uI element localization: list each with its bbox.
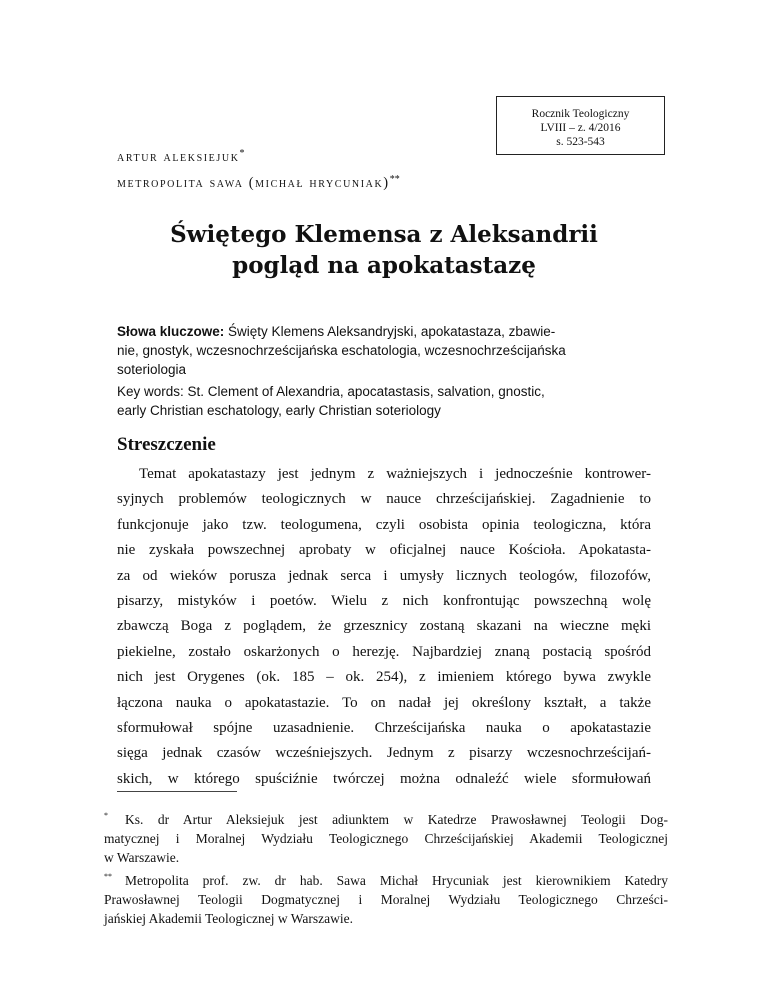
abstract-line: pisarzy, mistyków i poetów. Wielu z nich konfrontując powszechną wolę: [117, 592, 651, 609]
journal-pages: s. 523-543: [556, 136, 605, 148]
keywords-text: early Christian eschatology, early Christian soteriology: [117, 403, 441, 418]
journal-info-box: [496, 96, 665, 155]
abstract-line: nich jest Orygenes (ok. 185 – ok. 254), z imieniem którego bywa zwykle: [117, 669, 651, 686]
abstract-line: łączona nauka o apokatastazie. To on nadał jej określony kształt, a także: [117, 694, 651, 711]
author-1: [117, 148, 245, 166]
keywords-text: soteriologia: [117, 362, 187, 377]
abstract-line: skich, w którego spuściźnie twórczej można odnaleźć wiele sformułowań: [117, 770, 651, 787]
abstract-line: piekielne, zostało oskarżonych o herezję. Najbardziej znaną postacią spośród: [117, 643, 651, 660]
keywords-polish: [117, 322, 651, 379]
footnote-text: Metropolita prof. zw. dr hab. Sawa Michał Hrycuniak jest kierownikiem Katedry: [125, 873, 668, 888]
footnote-divider: [117, 791, 237, 792]
footnote-mark: *: [104, 811, 108, 820]
footnote-mark: **: [104, 872, 112, 881]
abstract-line: sformułował spójne uzasadnienie. Chrześcijańska nauka o apokatastazie: [117, 719, 651, 736]
footnote-text: w Warszawie.: [104, 850, 180, 865]
journal-volume: LVIII – z. 4/2016: [540, 122, 621, 134]
author-name: artur aleksiejuk: [117, 149, 240, 165]
keywords-text: nie, gnostyk, wczesnochrześcijańska eschatologia, wczesnochrześcijańska: [117, 343, 566, 358]
abstract-line: sięga jednak czasów wcześniejszych. Jednym z pisarzy wczesnochrześcijań-: [117, 745, 651, 762]
footnote-text: matycznej i Moralnej Wydziału Teologicznego Chrześcijańskiej Akademii Teologicznej: [104, 831, 668, 846]
abstract-line: syjnych problemów teologicznych w nauce chrześcijańskiej. Zagadnienie to: [117, 491, 651, 508]
article-title: [117, 219, 651, 281]
keywords-label: Słowa kluczowe:: [117, 324, 225, 339]
author-name: metropolita sawa (michał hrycuniak): [117, 175, 390, 191]
keywords-text: Święty Klemens Aleksandryjski, apokatastaza, zbawie-: [228, 324, 556, 339]
journal-name: Rocznik Teologiczny: [531, 108, 630, 120]
abstract-line: za od wieków porusza jednak serca i umysły licznych teologów, filozofów,: [117, 567, 651, 584]
abstract-heading: Streszczenie: [117, 434, 216, 455]
abstract-line: funkcjonuje jako tzw. teologumena, czyli osobista opinia teologiczna, która: [117, 516, 651, 533]
abstract-body: [117, 462, 651, 792]
footnotes: [104, 806, 668, 928]
footnote-text: Prawosławnej Teologii Dogmatycznej i Moralnej Wydziału Teologicznego Chrześci-: [104, 892, 668, 907]
abstract-line: zbawczą Boga z poglądem, że grzesznicy zostaną skazani na wieczne męki: [117, 618, 651, 635]
footnote-text: jańskiej Akademii Teologicznej w Warszawie.: [104, 911, 354, 926]
abstract-line: nie zyskała powszechnej aprobaty w oficjalnej nauce Kościoła. Apokatasta-: [117, 542, 651, 559]
abstract-line: Temat apokatastazy jest jednym z ważniejszych i jednocześnie kontrower-: [139, 466, 651, 482]
keywords-english: [117, 382, 651, 420]
keywords-label: Key words:: [117, 384, 184, 399]
keywords-text: St. Clement of Alexandria, apocatastasis, salvation, gnostic,: [187, 384, 545, 399]
title-line: pogląd na apokatastazę: [232, 252, 536, 279]
footnote-1: [104, 806, 668, 867]
footnote-2: [104, 867, 668, 928]
title-line: Świętego Klemensa z Aleksandrii: [170, 221, 598, 248]
author-footnote-mark[interactable]: **: [389, 174, 400, 185]
footnote-text: Ks. dr Artur Aleksiejuk jest adiunktem w Katedrze Prawosławnej Teologii Dog-: [125, 812, 668, 827]
author-2: [117, 174, 400, 192]
author-footnote-mark[interactable]: *: [239, 148, 245, 159]
